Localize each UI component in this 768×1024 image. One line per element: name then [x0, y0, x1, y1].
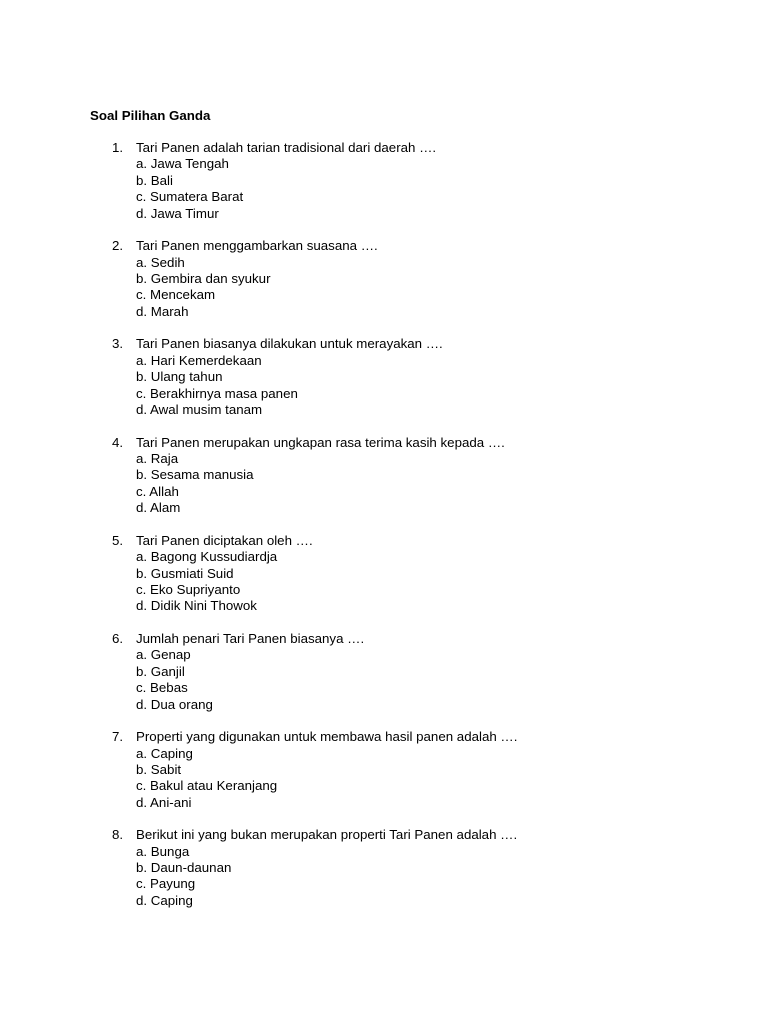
option-b: b. Daun-daunan — [136, 860, 232, 876]
option-c: c. Mencekam — [136, 287, 216, 303]
question-3 — [0, 336, 768, 434]
question-number: 1. — [112, 140, 124, 155]
page-title: Soal Pilihan Ganda — [90, 108, 211, 123]
question-number: 7. — [112, 729, 124, 745]
question-text: Tari Panen diciptakan oleh …. — [136, 532, 313, 548]
option-a: a. Bunga — [136, 843, 190, 859]
option-d: d. Didik Nini Thowok — [136, 598, 257, 614]
option-b: b. Gusmiati Suid — [136, 565, 234, 581]
option-a: a. Bagong Kussudiardja — [136, 549, 278, 565]
question-8 — [0, 827, 768, 925]
option-list — [136, 647, 213, 713]
question-number: 6. — [112, 630, 124, 646]
option-b: b. Ulang tahun — [136, 369, 223, 385]
option-a: a. Jawa Tengah — [136, 156, 229, 172]
option-a: a. Genap — [136, 647, 191, 663]
option-list — [136, 844, 231, 910]
question-6 — [0, 631, 768, 729]
option-c: c. Payung — [136, 876, 196, 892]
option-d: d. Dua orang — [136, 696, 213, 712]
option-b: b. Sabit — [136, 761, 182, 777]
option-c: c. Eko Supriyanto — [136, 581, 241, 597]
question-4 — [0, 435, 768, 533]
question-number: 8. — [112, 827, 124, 843]
question-text: Tari Panen biasanya dilakukan untuk merayakan …. — [136, 336, 443, 352]
question-number: 3. — [112, 336, 124, 352]
question-text: Tari Panen adalah tarian tradisional dari daerah …. — [136, 140, 437, 155]
option-a: a. Raja — [136, 450, 179, 466]
question-number: 4. — [112, 434, 124, 450]
option-b: b. Ganjil — [136, 663, 185, 679]
option-b: b. Gembira dan syukur — [136, 270, 271, 286]
option-d: d. Jawa Timur — [136, 205, 219, 221]
option-d: d. Alam — [136, 500, 181, 516]
option-list — [136, 746, 277, 812]
question-number: 5. — [112, 532, 124, 548]
option-d: d. Caping — [136, 892, 193, 908]
option-list — [136, 451, 254, 517]
option-c: c. Sumatera Barat — [136, 189, 244, 205]
question-text: Berikut ini yang bukan merupakan properti Tari Panen adalah …. — [136, 827, 518, 843]
option-list — [136, 549, 277, 615]
question-text: Properti yang digunakan untuk membawa hasil panen adalah …. — [136, 729, 518, 745]
question-7 — [0, 729, 768, 827]
option-d: d. Ani-ani — [136, 794, 192, 810]
option-list — [136, 353, 298, 419]
question-2 — [0, 238, 768, 336]
option-list — [136, 255, 271, 321]
option-a: a. Caping — [136, 745, 193, 761]
question-text: Tari Panen menggambarkan suasana …. — [136, 238, 378, 254]
option-a: a. Hari Kemerdekaan — [136, 352, 262, 368]
option-c: c. Berakhirnya masa panen — [136, 385, 298, 401]
option-b: b. Bali — [136, 172, 173, 188]
option-c: c. Bakul atau Keranjang — [136, 778, 278, 794]
option-d: d. Marah — [136, 303, 189, 319]
question-1 — [0, 140, 768, 238]
question-list — [0, 140, 768, 926]
option-b: b. Sesama manusia — [136, 467, 254, 483]
question-5 — [0, 533, 768, 631]
option-c: c. Bebas — [136, 680, 188, 696]
option-c: c. Allah — [136, 483, 179, 499]
option-a: a. Sedih — [136, 254, 185, 270]
question-text: Jumlah penari Tari Panen biasanya …. — [136, 630, 365, 646]
question-text: Tari Panen merupakan ungkapan rasa terima kasih kepada …. — [136, 434, 505, 450]
question-number: 2. — [112, 238, 124, 254]
option-d: d. Awal musim tanam — [136, 401, 263, 417]
option-list — [136, 156, 243, 222]
